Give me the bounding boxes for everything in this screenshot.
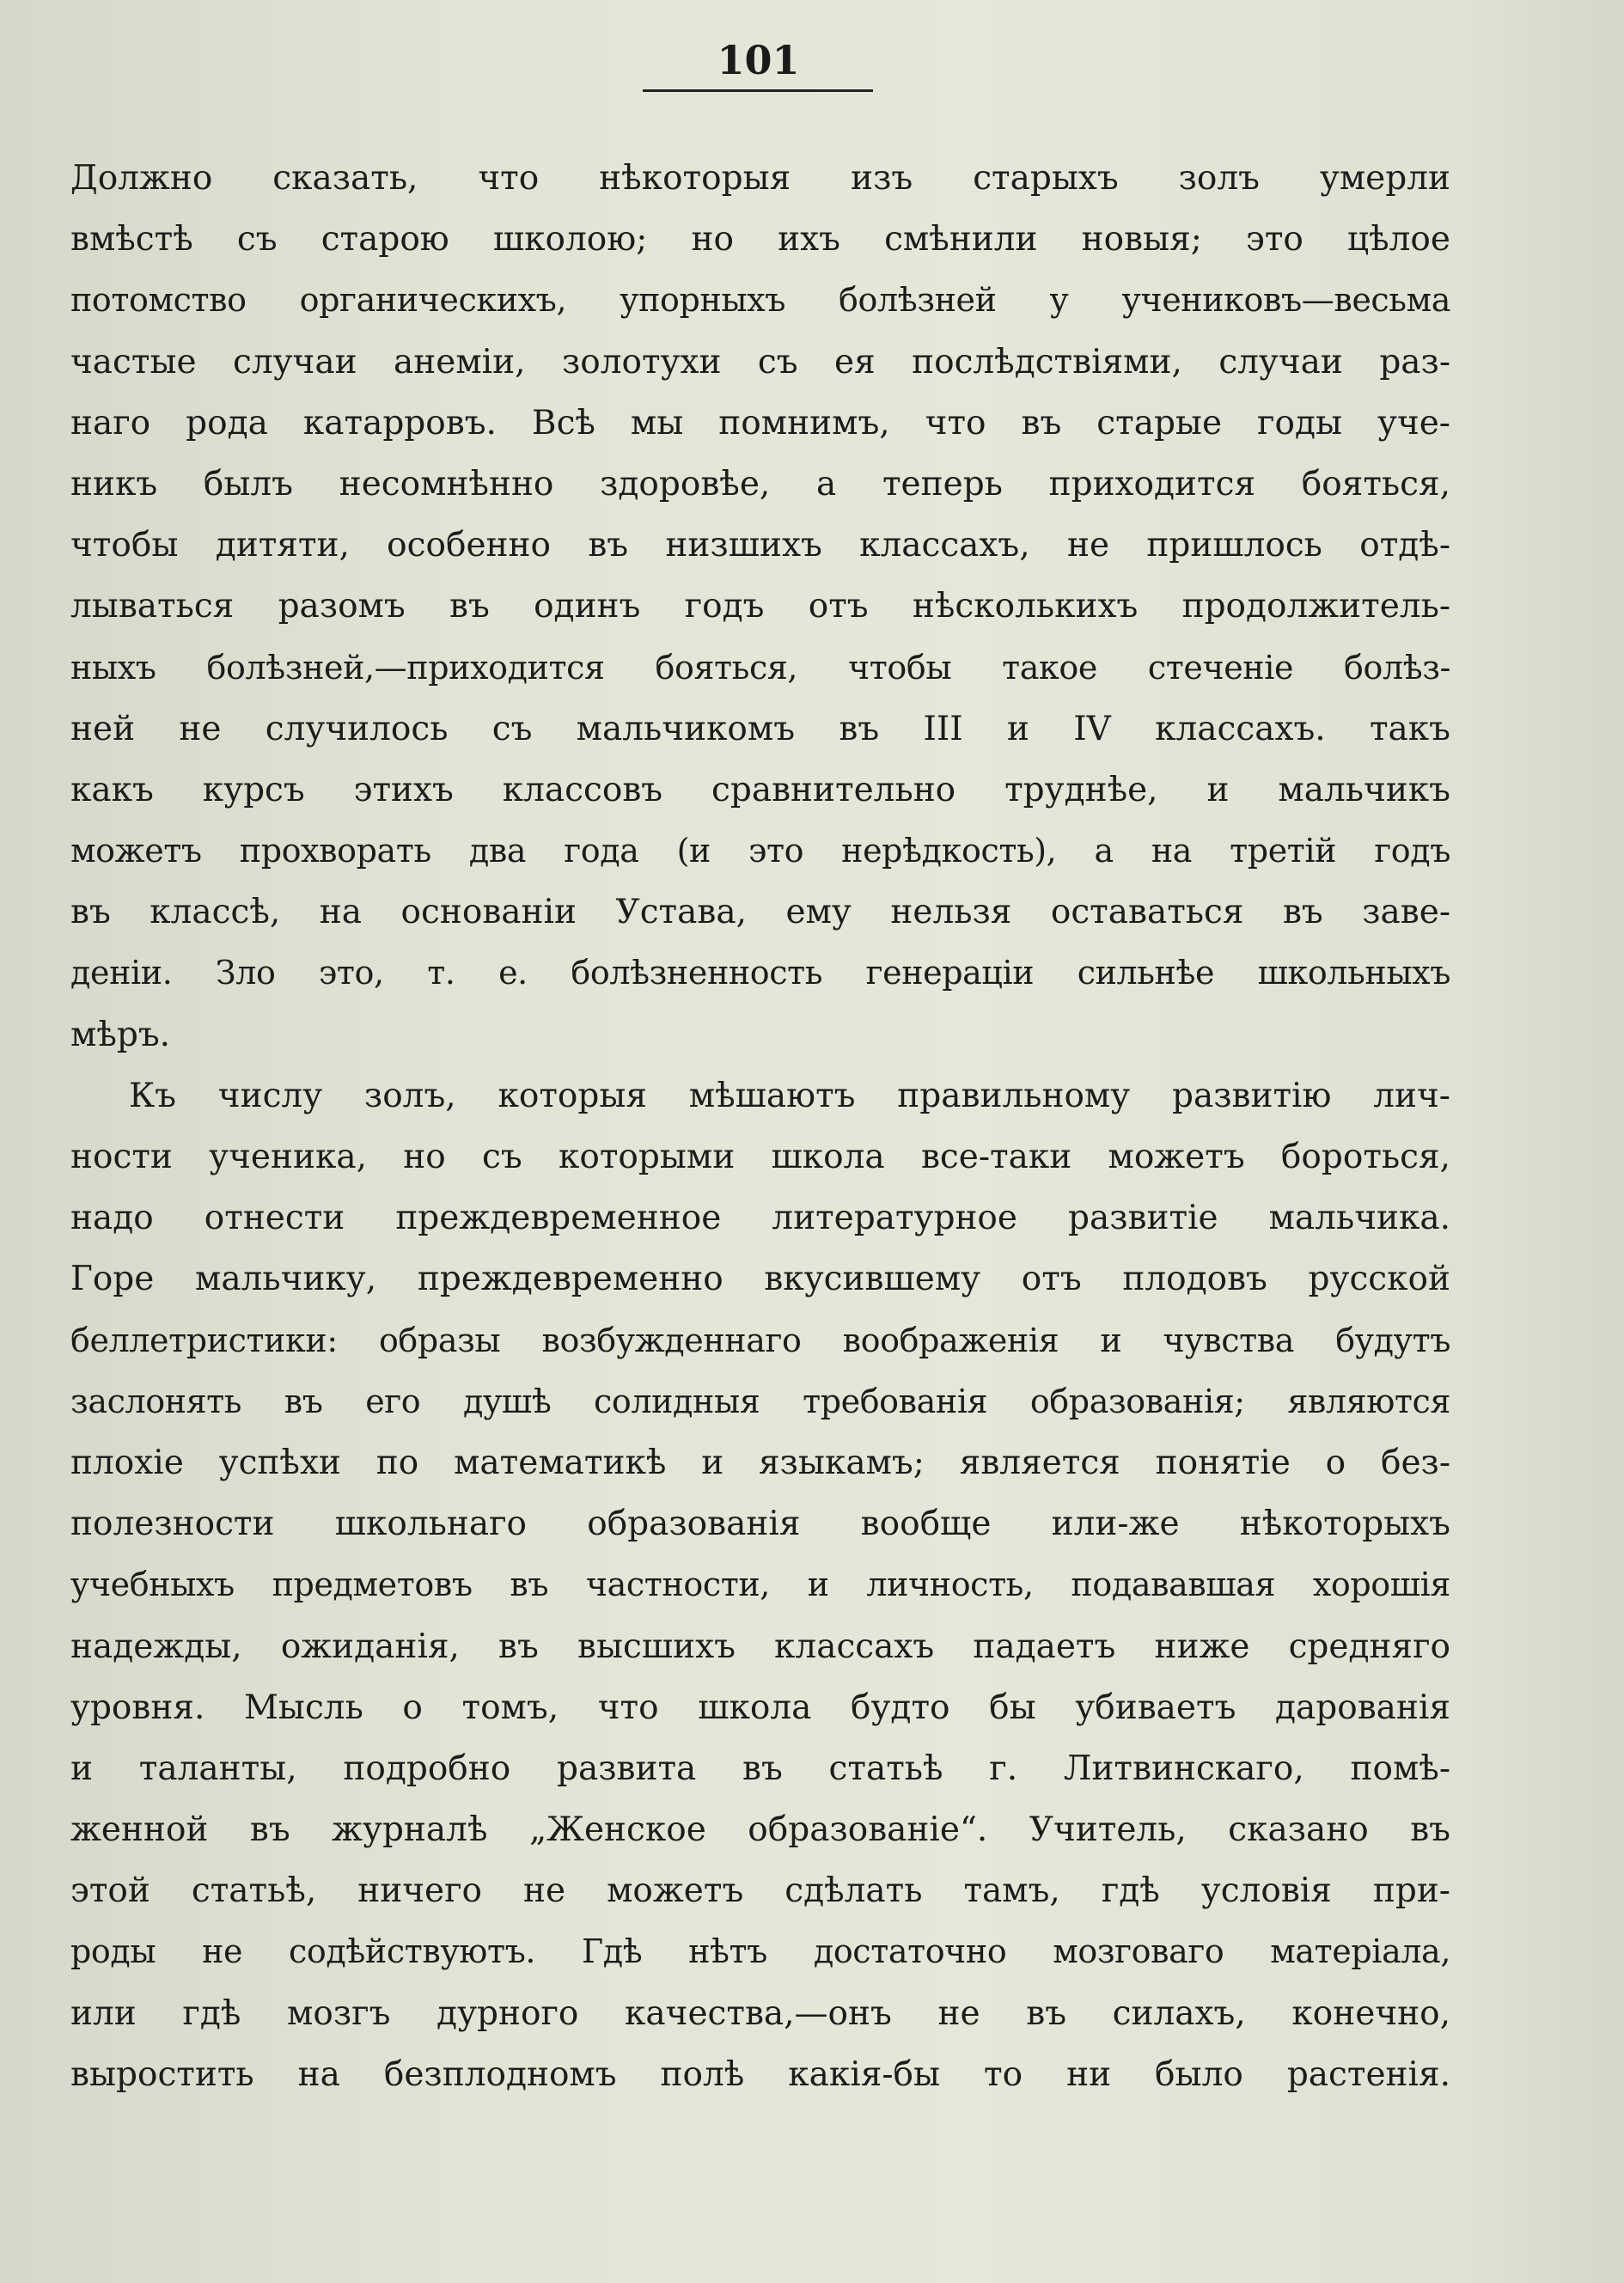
text-line: заслонять въ его душѣ солидныя требованія образованія; являются bbox=[70, 1382, 1450, 1420]
text-line: мѣръ. bbox=[70, 1015, 171, 1054]
text-line: женной въ журналѣ „Женское образованіе“. Учитель, сказано въ bbox=[70, 1810, 1450, 1850]
text-line: учебныхъ предметовъ въ частности, и личность, подававшая хорошія bbox=[70, 1566, 1450, 1604]
text-line: Должно сказать, что нѣкоторыя изъ старыхъ золъ умерли bbox=[70, 159, 1450, 198]
text-line: потомство органическихъ, упорныхъ болѣзней у учениковъ—весьма bbox=[70, 281, 1450, 320]
text-line: можетъ прохворать два года (и это нерѣдкость), а на третій годъ bbox=[70, 832, 1450, 870]
text-line: уровня. Мысль о томъ, что школа будто бы убиваетъ дарованія bbox=[70, 1688, 1450, 1727]
text-line: наго рода катарровъ. Всѣ мы помнимъ, что въ старые годы уче- bbox=[70, 403, 1450, 443]
text-line: этой статьѣ, ничего не можетъ сдѣлать тамъ, гдѣ условія при- bbox=[70, 1871, 1450, 1911]
text-line: и таланты, подробно развита въ статьѣ г. Литвинскаго, помѣ- bbox=[70, 1749, 1450, 1788]
text-line: надежды, ожиданія, въ высшихъ классахъ падаетъ ниже средняго bbox=[70, 1627, 1450, 1666]
text-line: надо отнести преждевременное литературное развитіе мальчика. bbox=[70, 1199, 1450, 1238]
text-line: какъ курсъ этихъ классовъ сравнительно труднѣе, и мальчикъ bbox=[70, 770, 1450, 809]
text-line: частые случаи анеміи, золотухи съ ея послѣдствіями, случаи раз- bbox=[70, 342, 1450, 382]
page-number: 101 bbox=[717, 37, 800, 83]
text-line: никъ былъ несомнѣнно здоровѣе, а теперь приходится бояться, bbox=[70, 464, 1450, 504]
text-line: роды не содѣйствуютъ. Гдѣ нѣтъ достаточно мозговаго матеріала, bbox=[70, 1932, 1450, 1971]
text-line: вмѣстѣ съ старою школою; но ихъ смѣнили новыя; это цѣлое bbox=[70, 220, 1450, 259]
text-line: въ классѣ, на основаніи Устава, ему нельзя оставаться въ заве- bbox=[70, 893, 1450, 932]
page-shading bbox=[1469, 0, 1624, 2283]
text-line: ности ученика, но съ которыми школа все-таки можетъ бороться, bbox=[70, 1138, 1450, 1176]
text-line: лываться разомъ въ одинъ годъ отъ нѣсколькихъ продолжитель- bbox=[70, 587, 1450, 626]
text-line: ныхъ болѣзней,—приходится бояться, чтобы такое стеченіе болѣз- bbox=[70, 648, 1450, 687]
text-line: или гдѣ мозгъ дурного качества,—онъ не въ силахъ, конечно, bbox=[70, 1993, 1450, 2033]
text-line: деніи. Зло это, т. е. болѣзненность генераціи сильнѣе школьныхъ bbox=[70, 954, 1450, 992]
text-line: плохіе успѣхи по математикѣ и языкамъ; является понятіе о без- bbox=[70, 1443, 1450, 1482]
text-line: выростить на безплодномъ полѣ какія-бы то ни было растенія. bbox=[70, 2054, 1450, 2094]
text-line: полезности школьнаго образованія вообще или-же нѣкоторыхъ bbox=[70, 1505, 1450, 1544]
page-number-rule bbox=[643, 89, 873, 92]
text-line: ней не случилось съ мальчикомъ въ III и IV классахъ. такъ bbox=[70, 709, 1450, 748]
text-line: Къ числу золъ, которыя мѣшаютъ правильному развитію лич- bbox=[129, 1076, 1450, 1115]
text-line: Горе мальчику, преждевременно вкусившему отъ плодовъ русской bbox=[70, 1260, 1450, 1299]
body-text bbox=[70, 148, 1450, 2105]
text-line: беллетристики: образы возбужденнаго воображенія и чувства будутъ bbox=[70, 1321, 1450, 1359]
text-line: чтобы дитяти, особенно въ низшихъ классахъ, не пришлось отдѣ- bbox=[70, 526, 1450, 565]
